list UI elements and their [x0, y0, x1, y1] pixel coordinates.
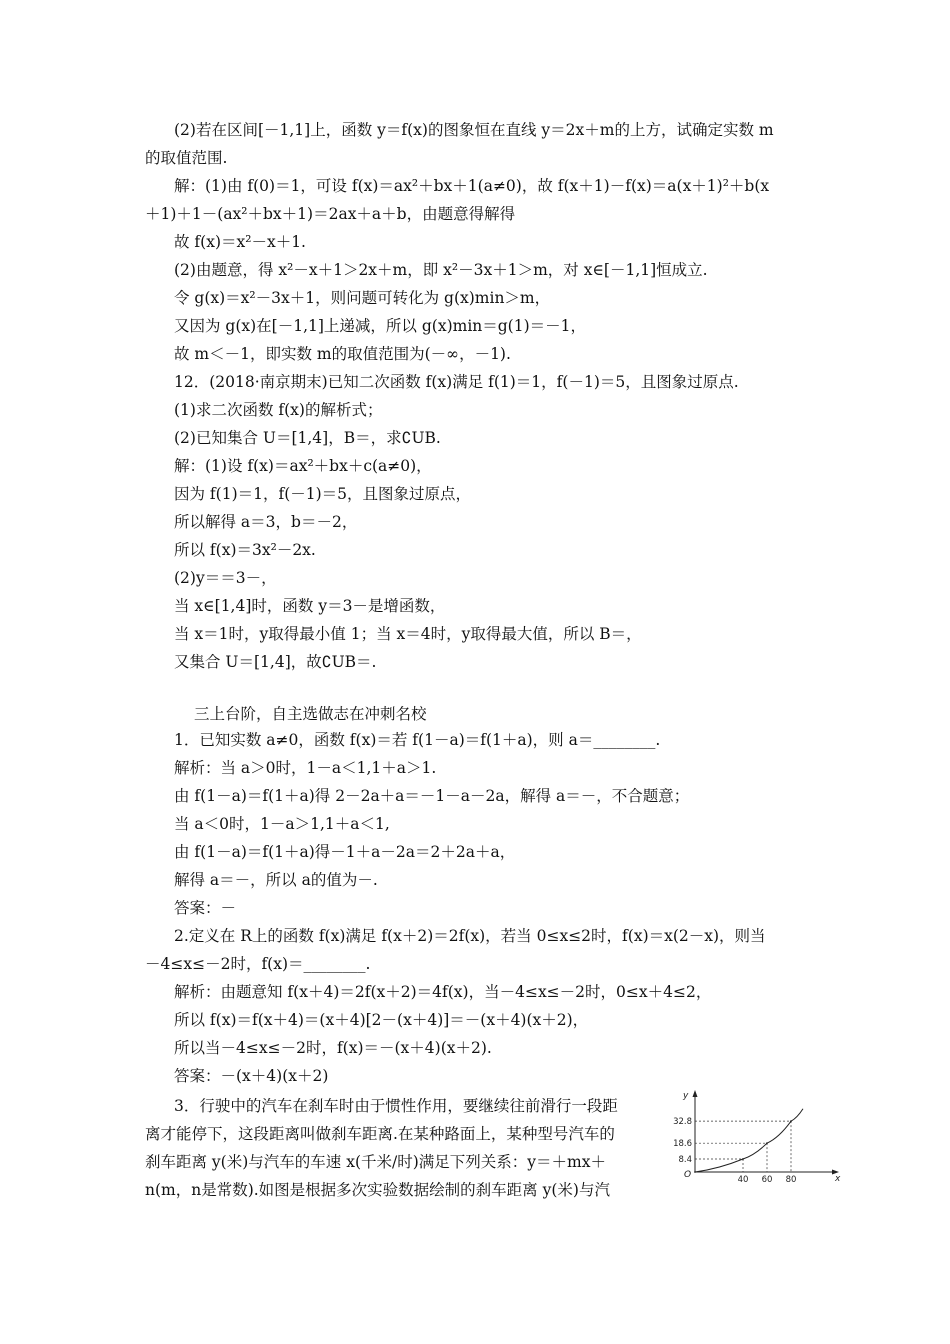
y-axis-arrow — [693, 1090, 698, 1097]
text-line: 的取值范围. — [145, 149, 228, 167]
problem-3-paragraph — [145, 1092, 650, 1204]
text-line: (2)已知集合 U＝[1,4]，B＝，求∁UB. — [174, 429, 441, 447]
text-line: 解析：当 a＞0时，1－a＜1,1＋a＞1. — [174, 759, 437, 777]
problem-12-title: 12．(2018·南京期末)已知二次函数 f(x)满足 f(1)＝1，f(－1)＝5，且图象过原点. — [174, 373, 739, 391]
text-line: －4≤x≤－2时，f(x)＝________. — [145, 955, 371, 973]
y-tick-label: 32.8 — [673, 1117, 692, 1128]
text-line: 由 f(1－a)＝f(1＋a)得 2－2a＋a＝－1－a－2a，解得 a＝－，不合题意； — [174, 787, 690, 805]
answer-line: 答案：－(x＋4)(x＋2) — [174, 1067, 329, 1085]
text-line: 令 g(x)＝x²－3x＋1，则问题可转化为 g(x)min＞m， — [174, 289, 551, 307]
origin-label: O — [684, 1170, 692, 1180]
data-point — [742, 1158, 744, 1160]
text-line: 当 x∈[1,4]时，函数 y＝3－是增函数， — [174, 597, 446, 615]
x-tick-label: 40 — [737, 1175, 749, 1185]
data-point — [694, 1171, 696, 1173]
braking-distance-chart — [672, 1091, 841, 1192]
answer-line: 答案：－ — [174, 899, 237, 917]
x-axis-label: x — [835, 1174, 841, 1184]
problem-1-title: 1．已知实数 a≠0，函数 f(x)＝若 f(1－a)＝f(1＋a)，则 a＝________. — [174, 731, 661, 749]
y-axis-label: y — [683, 1091, 689, 1101]
text-line: 由 f(1－a)＝f(1＋a)得－1＋a－2a＝2＋2a＋a， — [174, 843, 516, 861]
text-line: (2)y＝＝3－， — [174, 569, 277, 587]
x-tick-label: 60 — [761, 1175, 773, 1185]
text-line: 故 f(x)＝x²－x＋1. — [174, 233, 306, 251]
text-line: 解：(1)由 f(0)＝1，可设 f(x)＝ax²＋bx＋1(a≠0)，故 f(x＋1)－f(x)＝a(x＋1)²＋b(x — [174, 177, 770, 195]
text-line: 当 a＜0时，1－a＞1,1＋a＜1, — [174, 815, 390, 833]
text-line: 所以当－4≤x≤－2时，f(x)＝－(x＋4)(x＋2). — [174, 1039, 492, 1057]
text-line: 刹车距离 y(米)与汽车的车速 x(千米/时)满足下列关系：y＝＋mx＋ — [145, 1153, 606, 1171]
text-line: 又因为 g(x)在[－1,1]上递减，所以 g(x)min＝g(1)＝－1， — [174, 317, 586, 335]
text-line: (2)若在区间[－1,1]上，函数 y＝f(x)的图象恒在直线 y＝2x＋m的上方，试确定实数 m — [174, 121, 774, 139]
text-line: 所以解得 a＝3，b＝－2， — [174, 513, 358, 531]
text-line: 故 m＜－1，即实数 m的取值范围为(－∞，－1). — [174, 345, 511, 363]
text-line: 3．行驶中的汽车在刹车时由于惯性作用，要继续往前滑行一段距 — [174, 1097, 618, 1115]
x-tick-label: 80 — [785, 1175, 797, 1185]
text-line: 因为 f(1)＝1，f(－1)＝5，且图象过原点， — [174, 485, 472, 503]
section-heading: 三上台阶，自主选做志在冲刺名校 — [194, 705, 427, 723]
data-point — [766, 1142, 768, 1144]
text-line: n(m，n是常数).如图是根据多次实验数据绘制的刹车距离 y(米)与汽 — [145, 1181, 610, 1199]
data-point — [790, 1120, 792, 1122]
text-line: 当 x＝1时，y取得最小值 1；当 x＝4时，y取得最大值，所以 B＝， — [174, 625, 642, 643]
y-tick-label: 8.4 — [678, 1154, 692, 1165]
text-line: 解得 a＝－，所以 a的值为－. — [174, 871, 378, 889]
text-line: 所以 f(x)＝3x²－2x. — [174, 541, 316, 559]
text-line: 又集合 U＝[1,4]，故∁UB＝. — [174, 653, 377, 671]
text-line: (2)由题意，得 x²－x＋1＞2x＋m，即 x²－3x＋1＞m，对 x∈[－1,1]恒成立. — [174, 261, 708, 279]
text-line: (1)求二次函数 f(x)的解析式； — [174, 401, 383, 419]
text-line: 离才能停下，这段距离叫做刹车距离.在某种路面上，某种型号汽车的 — [145, 1125, 615, 1143]
text-line: ＋1)＋1－(ax²＋bx＋1)＝2ax＋a＋b，由题意得解得 — [145, 205, 516, 223]
text-line: 解析：由题意知 f(x＋4)＝2f(x＋2)＝4f(x)，当－4≤x≤－2时，0≤x＋4≤2， — [174, 983, 712, 1001]
problem-2-title: 2.定义在 R上的函数 f(x)满足 f(x＋2)＝2f(x)，若当 0≤x≤2时，f(x)＝x(2－x)，则当 — [174, 927, 766, 945]
y-tick-label: 18.6 — [673, 1139, 692, 1150]
text-line: 解：(1)设 f(x)＝ax²＋bx＋c(a≠0)， — [174, 457, 432, 475]
text-line: 所以 f(x)＝f(x＋4)＝(x＋4)[2－(x＋4)]＝－(x＋4)(x＋2)， — [174, 1011, 589, 1029]
braking-curve — [695, 1109, 803, 1172]
